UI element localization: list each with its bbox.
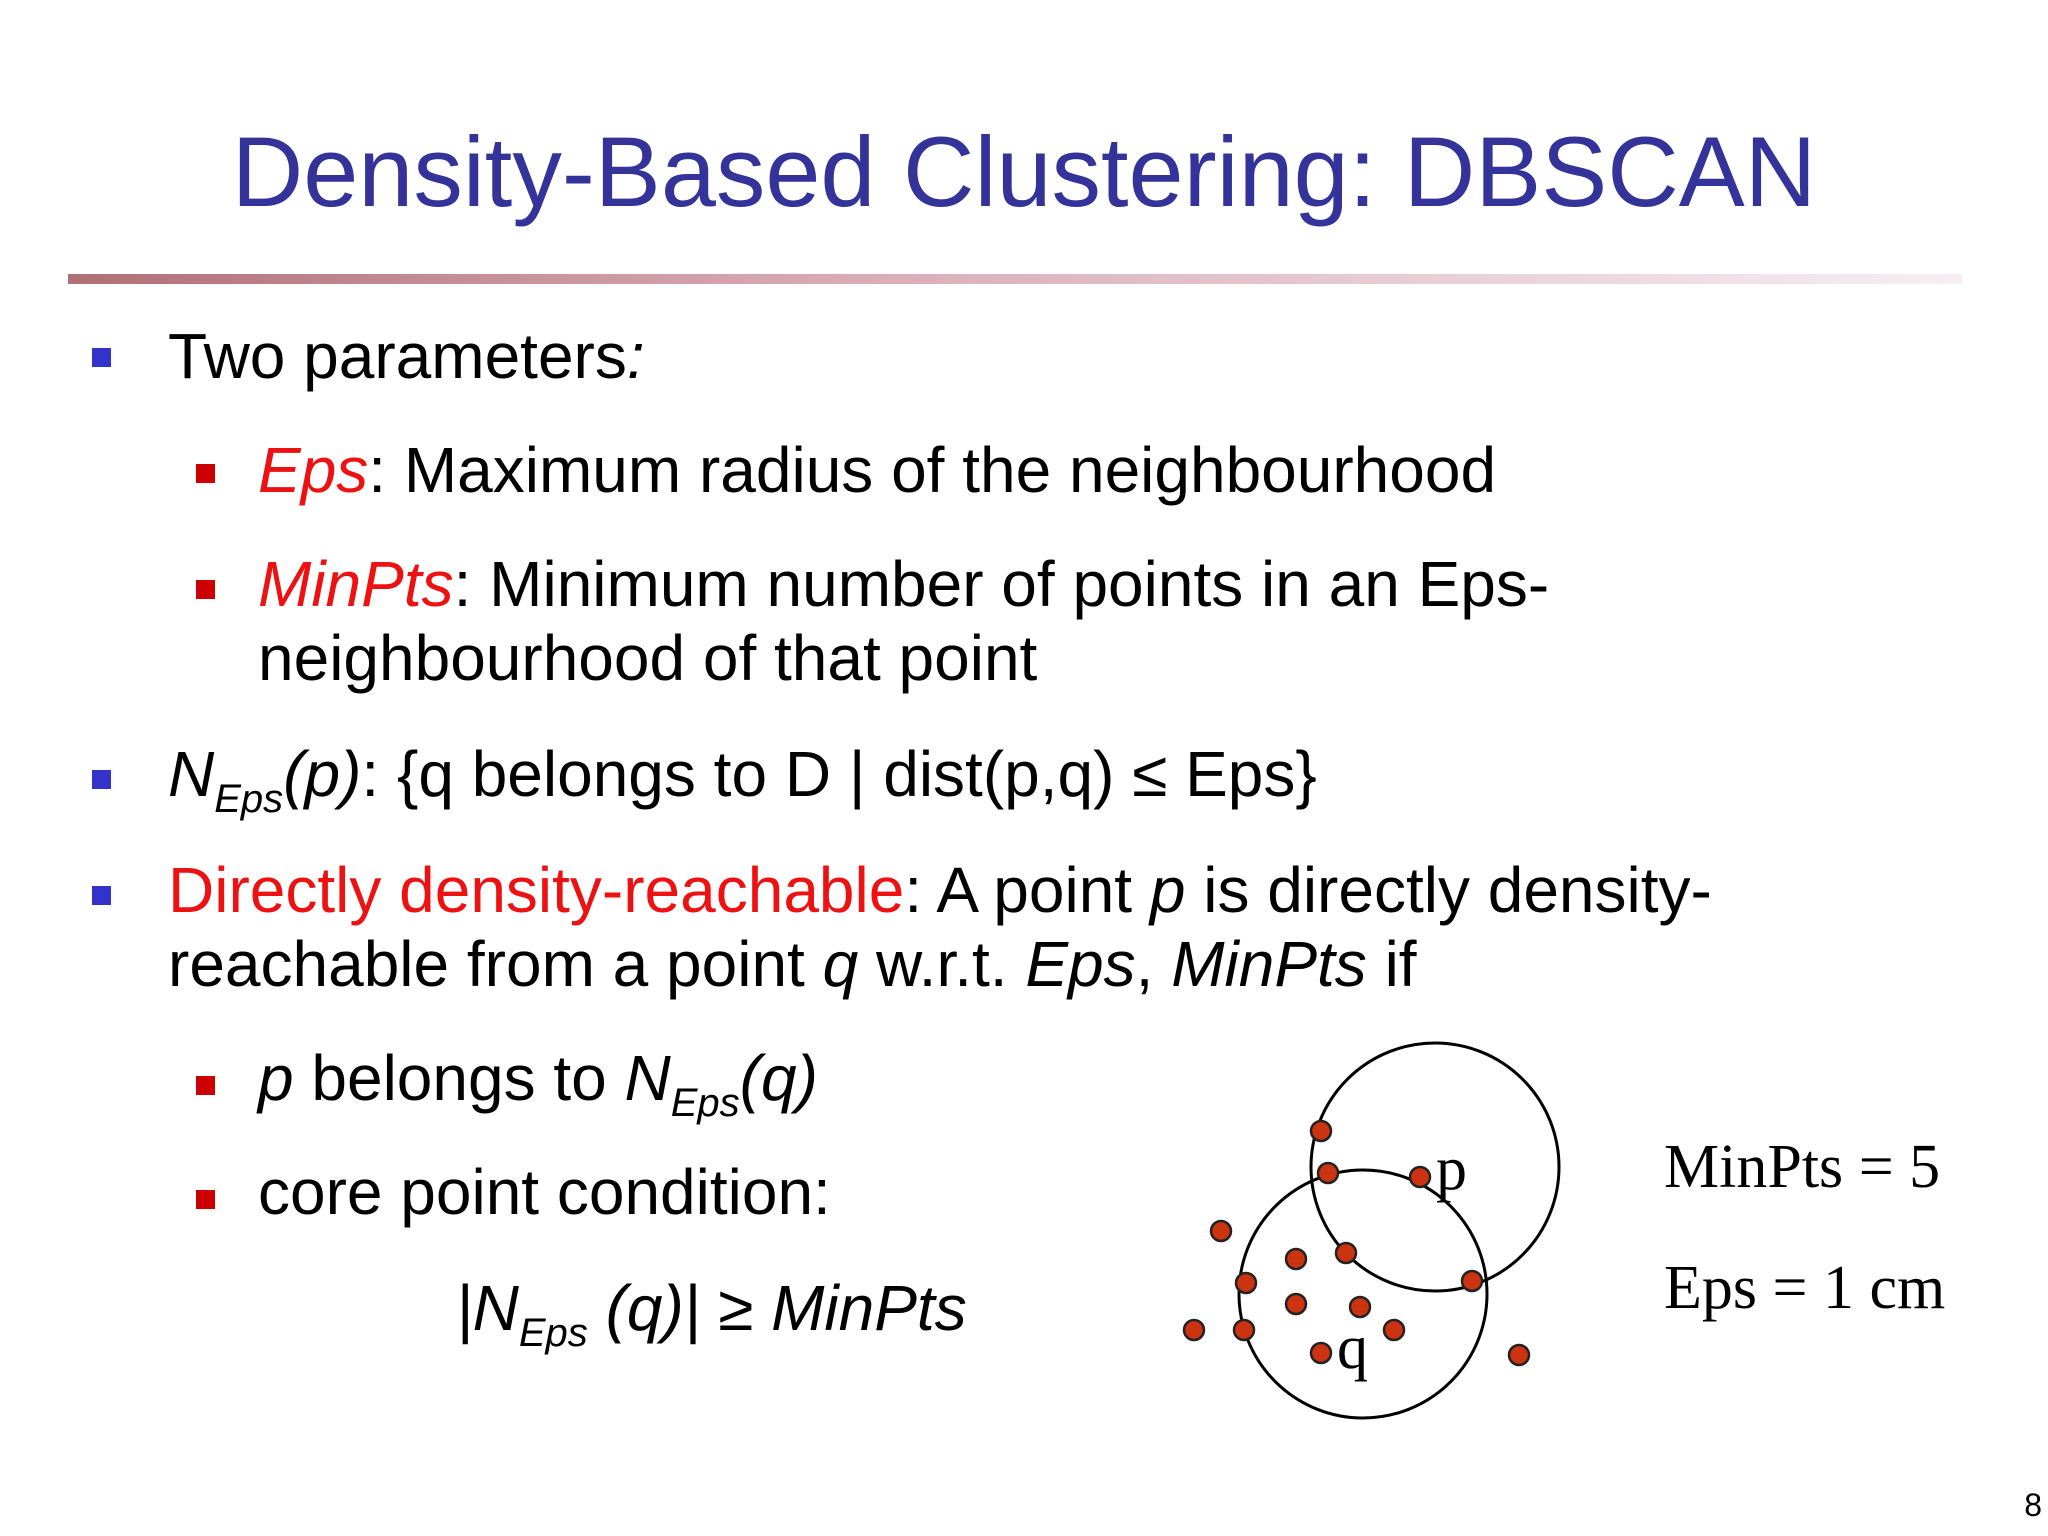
data-point	[1286, 1249, 1306, 1269]
eps-subscript: Eps	[214, 777, 284, 821]
minpts-description-line2: neighbourhood of that point	[258, 622, 1038, 694]
formula-open: |N	[456, 1272, 519, 1344]
neighbourhood-description: : {q belongs to D | dist(p,q) ≤ Eps}	[361, 738, 1317, 810]
formula-rest: (q)| ≥ MinPts	[587, 1272, 967, 1344]
label-p: p	[1436, 1135, 1467, 1203]
data-point	[1311, 1121, 1331, 1141]
bullet-text: Two parameters	[168, 320, 627, 392]
ddr-text: is directly density-	[1185, 854, 1712, 926]
bullet-core-point-condition: core point condition:	[258, 1156, 831, 1228]
ddr-eps: Eps	[1025, 928, 1136, 1000]
data-point	[1286, 1294, 1306, 1314]
bullet-colon: :	[626, 320, 645, 392]
data-point	[1318, 1163, 1338, 1183]
ddr-text: ,	[1135, 928, 1172, 1000]
ddr-q: q	[822, 928, 859, 1000]
data-point	[1184, 1320, 1204, 1340]
data-point	[1462, 1271, 1482, 1291]
data-point	[1211, 1221, 1231, 1241]
belongs-text: belongs to	[293, 1042, 625, 1114]
label-q: q	[1337, 1314, 1368, 1382]
data-point	[1236, 1273, 1256, 1293]
ddr-term: Directly density-reachable	[168, 854, 905, 926]
eps-value-label: Eps = 1 cm	[1664, 1254, 1946, 1322]
minpts-value-label: MinPts = 5	[1664, 1133, 1941, 1201]
data-point	[1234, 1320, 1254, 1340]
data-point-p	[1410, 1167, 1430, 1187]
data-point	[1336, 1243, 1356, 1263]
eps-subscript: Eps	[518, 1311, 588, 1355]
data-point-q	[1311, 1343, 1331, 1363]
p-argument: (p)	[283, 738, 362, 810]
minpts-term: MinPts	[258, 548, 454, 620]
slide-title: Density-Based Clustering: DBSCAN	[231, 116, 1817, 227]
ddr-minpts: MinPts	[1171, 928, 1367, 1000]
eps-term: Eps	[258, 434, 369, 506]
eps-subscript: Eps	[670, 1081, 740, 1125]
data-point	[1384, 1320, 1404, 1340]
n-symbol: N	[624, 1042, 671, 1114]
ddr-p: p	[1149, 854, 1186, 926]
page-number: 8	[2024, 1487, 2042, 1523]
ddr-text: w.r.t.	[858, 928, 1026, 1000]
ddr-text: if	[1366, 928, 1417, 1000]
n-symbol: N	[168, 738, 215, 810]
minpts-description-line1: : Minimum number of points in an Eps-	[453, 548, 1550, 620]
data-point	[1509, 1345, 1529, 1365]
eps-description: : Maximum radius of the neighbourhood	[368, 434, 1497, 506]
ddr-text: : A point	[904, 854, 1150, 926]
q-argument: (q)	[739, 1042, 818, 1114]
p-symbol: p	[258, 1042, 294, 1114]
ddr-text: reachable from a point	[168, 928, 823, 1000]
